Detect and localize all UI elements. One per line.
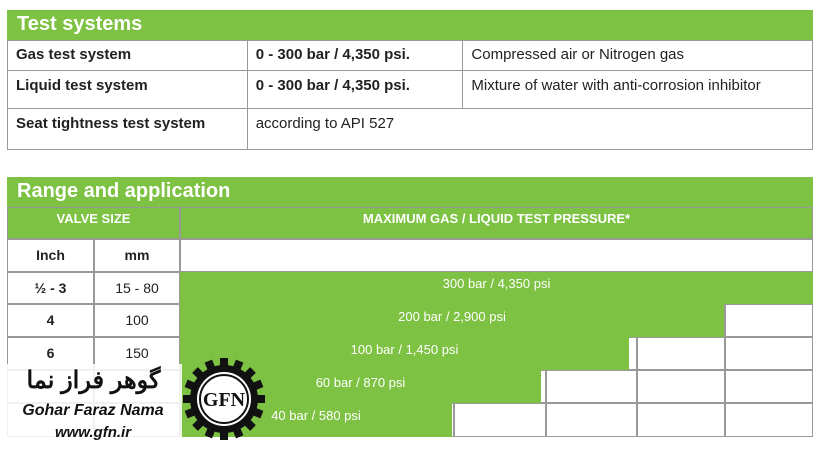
pressure-grid-cell (725, 370, 813, 403)
pressure-grid-cell (637, 337, 725, 370)
pressure-header (180, 207, 813, 239)
test-systems-title-bar (7, 10, 813, 40)
gfn-logo-icon (181, 356, 267, 442)
system-pressure: 0 - 300 bar / 4,350 psi. (247, 41, 463, 71)
watermark (0, 352, 270, 449)
table-row (8, 109, 813, 150)
table-row (8, 41, 813, 71)
pressure-bar: 200 bar / 2,900 psi (180, 304, 724, 337)
size-mm-cell: 150 (94, 337, 180, 370)
col-mm-header (94, 239, 180, 272)
table-row (8, 71, 813, 109)
system-name: Liquid test system (8, 71, 248, 109)
pressure-bar: 40 bar / 580 psi (180, 403, 452, 437)
pressure-blank-cell (180, 239, 813, 272)
watermark-url: www.gfn.ir (54, 424, 132, 441)
size-mm-cell: 15 - 80 (94, 272, 180, 304)
pressure-grid-cell (725, 403, 813, 437)
watermark-persian: گوهر فراز نما (26, 367, 161, 394)
col-inch-header (7, 239, 94, 272)
pressure-grid-cell (546, 370, 637, 403)
valve-size-header-text: VALVE SIZE (56, 211, 131, 226)
pressure-grid-cell (637, 370, 725, 403)
pressure-header-text: MAXIMUM GAS / LIQUID TEST PRESSURE* (362, 211, 631, 226)
system-name: Gas test system (8, 41, 248, 71)
size-inch-cell: 6 (7, 337, 94, 370)
pressure-grid-cell (546, 403, 637, 437)
size-inch-cell: ½ - 3 (7, 272, 94, 304)
pressure-bar: 300 bar / 4,350 psi (180, 272, 813, 304)
test-systems-table (7, 40, 813, 150)
system-name: Seat tightness test system (8, 109, 248, 150)
pressure-grid-cell (725, 304, 813, 337)
col-mm-label: mm (124, 247, 150, 263)
pressure-bar: 100 bar / 1,450 psi (180, 337, 629, 370)
size-inch-cell: 4 (7, 304, 94, 337)
pressure-bar: 60 bar / 870 psi (180, 370, 541, 403)
range-title-bar (7, 177, 813, 207)
watermark-latin: Gohar Faraz Nama (22, 402, 164, 419)
col-inch-label: Inch (36, 247, 65, 263)
range-title: Range and application (17, 180, 231, 202)
system-medium: Compressed air or Nitrogen gas (463, 41, 813, 71)
test-systems-title: Test systems (17, 13, 143, 35)
pressure-grid-cell (454, 403, 546, 437)
system-medium: Mixture of water with anti-corrosion inhibitor (463, 71, 813, 109)
pressure-grid-cell (725, 337, 813, 370)
valve-size-header (7, 207, 180, 239)
size-mm-cell: 100 (94, 304, 180, 337)
system-note: according to API 527 (247, 109, 812, 150)
pressure-grid-cell (637, 403, 725, 437)
logo-text: GFN (202, 389, 246, 411)
system-pressure: 0 - 300 bar / 4,350 psi. (247, 71, 463, 109)
